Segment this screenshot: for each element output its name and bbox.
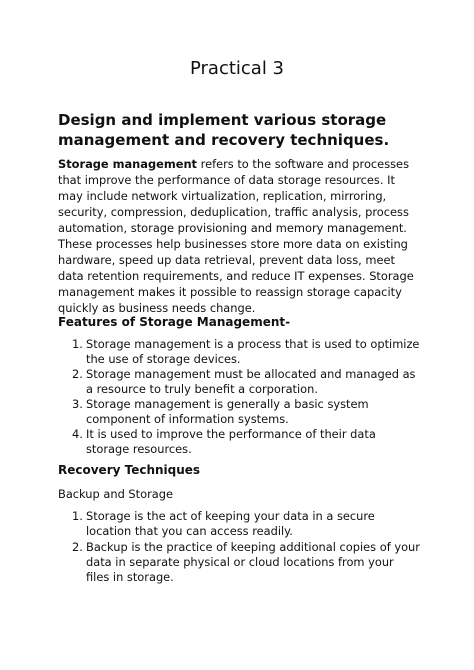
recovery-list <box>58 509 420 586</box>
main-heading: Design and implement various storage management and recovery techniques. <box>58 111 390 149</box>
list-item-number: 2. <box>72 540 83 554</box>
intro-lead-term: Storage management <box>58 157 198 171</box>
list-item <box>58 509 420 539</box>
list-item-number: 1. <box>72 509 83 523</box>
list-item <box>58 337 420 367</box>
list-item <box>58 367 420 397</box>
list-item-text: It is used to improve the performance of their data storage resources. <box>86 427 376 456</box>
intro-body-text: refers to the software and processes that improve the performance of data storage resources. It may include network virtualization, replication, mirroring, security, compression, deduplication, traffic analysis, process automation, storage provisioning and memory management. These processes help businesses store more data on existing hardware, speed up data retrieval, prevent data loss, meet data retention requirements, and reduce IT expenses. Storage management makes it possible to reassign storage capacity quickly as business needs change. <box>58 157 414 315</box>
features-heading: Features of Storage Management- <box>58 315 291 329</box>
page-title: Practical 3 <box>189 58 285 79</box>
list-item-number: 1. <box>72 337 83 351</box>
list-item-text: Storage management is generally a basic system component of information systems. <box>86 397 369 426</box>
backup-storage-subheading: Backup and Storage <box>58 487 173 501</box>
list-item <box>58 397 420 427</box>
list-item-number: 4. <box>72 427 83 441</box>
list-item-text: Storage management must be allocated and managed as a resource to truly benefit a corporation. <box>86 367 416 396</box>
list-item-text: Storage is the act of keeping your data in a secure location that you can access readily. <box>86 509 375 538</box>
list-item <box>58 540 420 585</box>
list-item-text: Backup is the practice of keeping additional copies of your data in separate physical or cloud locations from your files in storage. <box>86 540 420 584</box>
features-list <box>58 337 420 457</box>
list-item <box>58 427 420 457</box>
list-item-number: 3. <box>72 397 83 411</box>
recovery-heading: Recovery Techniques <box>58 463 201 477</box>
intro-paragraph <box>58 156 420 316</box>
list-item-number: 2. <box>72 367 83 381</box>
list-item-text: Storage management is a process that is used to optimize the use of storage devices. <box>86 337 420 366</box>
